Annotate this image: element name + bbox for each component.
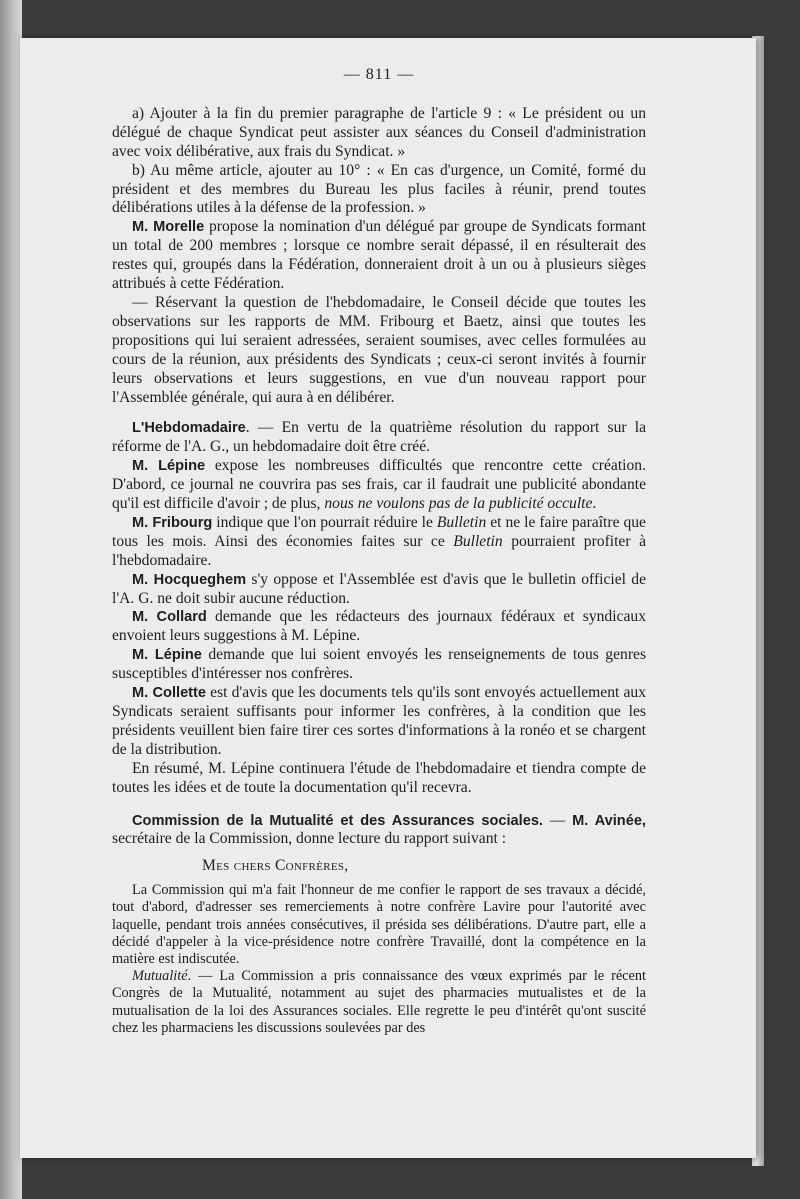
speaker-name: M. Morelle (132, 219, 205, 236)
report-paragraph-1: La Commission qui m'a fait l'honneur de me confier le rapport de ses travaux a décidé, tout d'abord, d'adresser ses remerciements à notre confrère Lavire pour l'autorité avec laquelle, pendant trois années consécutives, il présida ses délibérations. D'autre part, elle a décidé d'appeler à la vice-présidence notre confrère Travaillé, dont la compétence en la matière est indiscutée. (112, 882, 646, 968)
paragraph-text: . — La Commission a pris connaissance des vœux exprimés par le récent Congrès de la Mutualité, notamment au sujet des pharmacies mutualistes et de la mutualisation de la loi des Assurances sociales. Elle regrette le peu d'intérêt qu'ont suscité chez les pharmaciens les discussions soulevées par des (112, 968, 646, 1036)
italic-text: nous ne voulons pas de la publicité occulte (324, 495, 593, 513)
italic-text: Bulletin (453, 532, 503, 550)
paragraph-b: b) Au même article, ajouter au 10° : « En cas d'urgence, un Comité, formé du président et des membres du Bureau les plus faciles à réunir, prend toutes délibérations utiles à la défense de la profession. » (112, 161, 646, 217)
paragraph-collette (112, 684, 646, 760)
speaker-name: M. Hocqueghem (132, 571, 247, 588)
paragraph-lepine-1 (112, 457, 646, 514)
paragraph-text: secrétaire de la Commission, donne lecture du rapport suivant : (112, 830, 507, 848)
adjacent-page-edge (0, 0, 22, 1199)
italic-text: Bulletin (436, 513, 487, 531)
page-content (112, 66, 646, 1037)
paragraph-end: . (592, 495, 597, 513)
italic-label: Mutualité (132, 968, 188, 985)
paragraph-hocqueghem (112, 571, 646, 609)
paragraph-reservant: — Réservant la question de l'hebdomadaire, le Conseil décide que toutes les observations sur les rapports de MM. Fribourg et Baetz, ainsi que toutes les propositions qui lui seraient adressées, seraient soumises, avec celles formulées au cours de la réunion, aux présidents des Syndicats ; ceux-ci seront invités à fournir leurs observations et leurs suggestions, en vue d'un nouveau rapport pour l'Assemblée générale, qui aura à en délibérer. (112, 293, 646, 406)
section-heading: L'Hebdomadaire (132, 420, 246, 437)
speaker-name: M. Lépine (132, 458, 206, 475)
section-heading: Commission de la Mutualité et des Assurances sociales. (132, 812, 543, 829)
paragraph-text: demande que les rédacteurs des journaux fédéraux et syndicaux envoient leurs suggestions à M. Lépine. (112, 608, 646, 645)
heading-dash: — (543, 811, 566, 829)
paragraph-text: s'y oppose et l'Assemblée est d'avis que le bulletin officiel de l'A. G. ne doit subir aucune réduction. (112, 570, 647, 607)
speaker-name: M. Avinée, (572, 812, 646, 829)
paragraph-hebdomadaire (112, 419, 646, 457)
paragraph-fribourg (112, 514, 646, 571)
paragraph-text: indique que l'on pourrait réduire le (212, 513, 437, 531)
report-salutation: Mes chers Confrères, (202, 857, 349, 875)
report-paragraph-mutualite (112, 968, 646, 1037)
paragraph-resume: En résumé, M. Lépine continuera l'étude de l'hebdomadaire et tiendra compte de toutes les idées et de toute la documentation qu'il recevra. (112, 759, 646, 796)
paragraph-text: expose les nombreuses difficultés que rencontre cette création. D'abord, ce journal ne couvrira pas ses frais, car il faudrait une publicité abondante qu'il est difficile d'avoir ; de plus, (112, 457, 647, 513)
paragraph-a: a) Ajouter à la fin du premier paragraphe de l'article 9 : « Le président ou un délégué de chaque Syndicat peut assister aux séances du Conseil d'administration avec voix délibérative, aux frais du Syndicat. » (112, 104, 646, 160)
paragraph-lepine-2 (112, 646, 646, 684)
paragraph-text: pourraient profiter à l'hebdomadaire. (112, 532, 646, 569)
paragraph-commission (112, 812, 646, 850)
paragraph-text: demande que lui soient envoyés les renseignements de tous genres susceptibles d'intéresser nos confrères. (112, 646, 647, 683)
paragraph-morelle (112, 218, 646, 294)
paragraph-text: . — En vertu de la quatrième résolution du rapport sur la réforme de l'A. G., un hebdomadaire doit être créé. (112, 419, 646, 456)
paragraph-text: propose la nomination d'un délégué par groupe de Syndicats formant un total de 200 membres ; lorsque ce nombre serait dépassé, il en résulterait des restes qui, groupés dans la Fédération, donneraient droit à un ou à plusieurs sièges attribués à cette Fédération. (112, 218, 647, 293)
speaker-name: M. Collard (132, 609, 207, 626)
paragraph-collard (112, 608, 646, 646)
speaker-name: M. Fribourg (132, 514, 213, 531)
speaker-name: M. Collette (132, 685, 207, 702)
speaker-name: M. Lépine (132, 647, 202, 664)
paragraph-text: est d'avis que les documents tels qu'ils sont envoyés actuellement aux Syndicats seraient suffisants pour informer les confrères, à la condition que les présidents veuillent bien faire tirer ces sortes d'informations à la ronéo et se chargent de la distribution. (112, 684, 647, 758)
page-number: — 811 — (343, 66, 415, 83)
paragraph-text: et ne le faire paraître que tous les mois. Ainsi des économies faites sur ce (112, 513, 646, 550)
